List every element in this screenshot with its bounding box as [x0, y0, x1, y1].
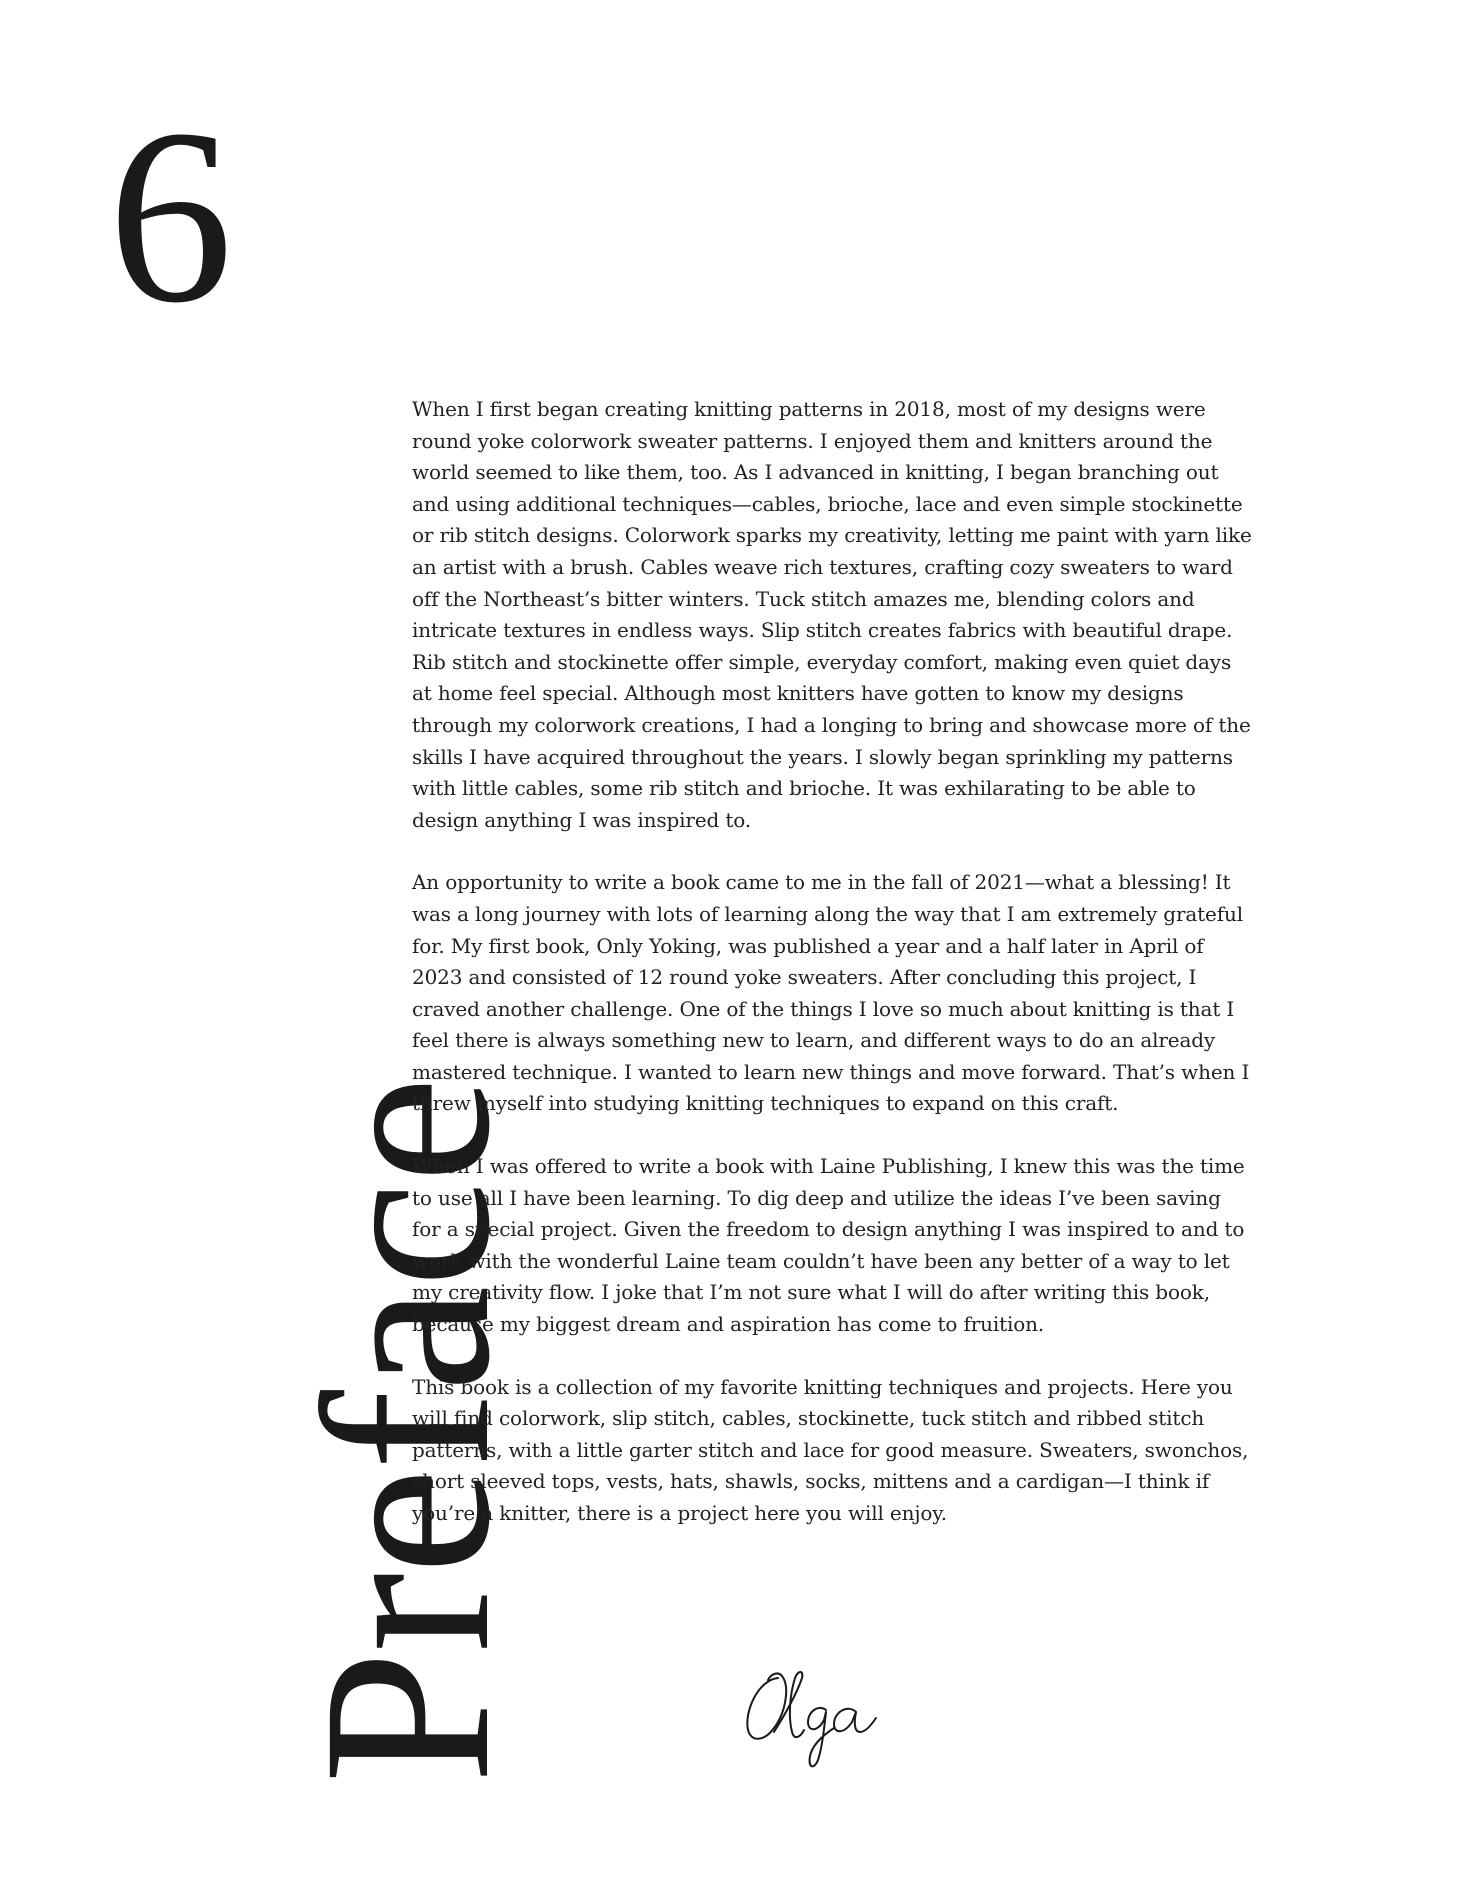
handwritten-signature-icon	[738, 1660, 898, 1778]
preface-body	[412, 394, 1252, 1561]
paragraph-4: This book is a collection of my favorite knitting techniques and projects. Here you will find colorwork, slip stitch, cables, stockinette, tuck stitch and ribbed stitch patterns, with a little garter stitch and lace for good measure. Sweaters, swonchos, short sleeved tops, vests, hats, shawls, socks, mittens and a cardigan—I think if you’re a knitter, there is a project here you will enjoy.	[412, 1374, 1249, 1525]
page-number: 6	[108, 78, 233, 355]
paragraph-3: When I was offered to write a book with Laine Publishing, I knew this was the time to use all I have been learning. To dig deep and utilize the ideas I’ve been saving for a special project. Given the freedom to design anything I was inspired to and to work with the wonderful Laine team couldn’t have been any better of a way to let my creativity flow. I joke that I’m not sure what I will do after writing this book, because my biggest dream and aspiration has come to fruition.	[412, 1154, 1245, 1337]
paragraph-2: An opportunity to write a book came to me in the fall of 2021—what a blessing! It was a long journey with lots of learning along the way that I am extremely grateful for. My first book, Only Yoking, was published a year and a half later in April of 2023 and consisted of 12 round yoke sweaters. After concluding this project, I craved another challenge. One of the things I love so much about knitting is that I feel there is always something new to learn, and different ways to do an already mastered technique. I wanted to learn new things and move forward. That’s when I threw myself into studying knitting techniques to expand on this craft.	[412, 870, 1250, 1116]
chapter-title-vertical: Preface	[273, 1078, 539, 1784]
paragraph-1: When I first began creating knitting patterns in 2018, most of my designs were round yoke colorwork sweater patterns. I enjoyed them and knitters around the world seemed to like them, too. As I advanced in knitting, I began branching out and using additional techniques—cables, brioche, lace and even simple stockinette or rib stitch designs. Colorwork sparks my creativity, letting me paint with yarn like an artist with a brush. Cables weave rich textures, crafting cozy sweaters to ward off the Northeast’s bitter winters. Tuck stitch amazes me, blending colors and intricate textures in endless ways. Slip stitch creates fabrics with beautiful drape. Rib stitch and stockinette offer simple, everyday comfort, making even quiet days at home feel special. Although most knitters have gotten to know my designs through my colorwork creations, I had a longing to bring and showcase more of the skills I have acquired throughout the years. I slowly began sprinkling my patterns with little cables, some rib stitch and brioche. It was exhilarating to be able to design anything I was inspired to.	[412, 397, 1252, 832]
signature-olga	[738, 1660, 898, 1778]
